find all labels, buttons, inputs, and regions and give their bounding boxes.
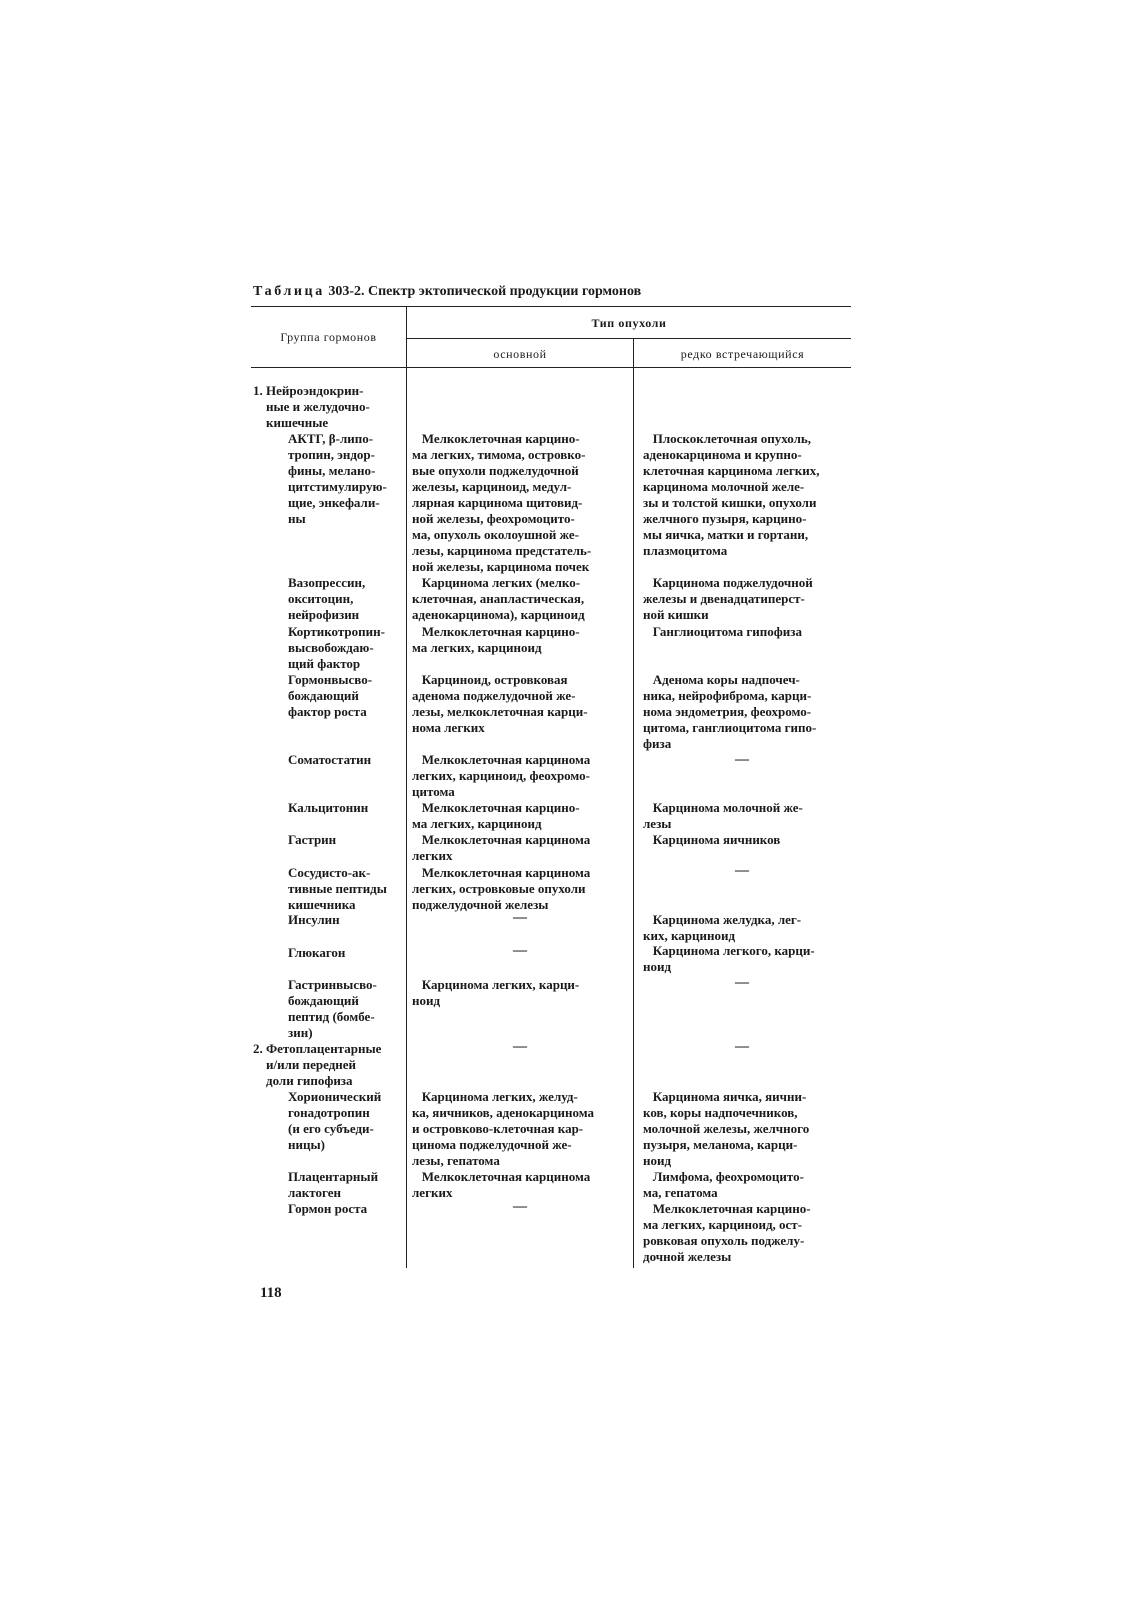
row-gh-rare: Мелкоклеточная карцино- ма легких, карциноид, ост- ровковая опухоль поджелу- дочной железы <box>643 1201 811 1264</box>
row-vaso-rare: Карцинома поджелудочной железы и двенадцатиперст- ной кишки <box>643 575 813 622</box>
row-hcg-rare: Карцинома яичка, яични- ков, коры надпочечников, молочной железы, желчного пузыря, меланома, карци- ноид <box>643 1089 810 1168</box>
group-1-title: 1. Нейроэндокрин- ные и желудочно- кишечные <box>253 383 370 430</box>
row-vip-rare: — <box>735 863 749 878</box>
page-number: 118 <box>260 1285 282 1301</box>
row-soma-rare: — <box>735 752 749 767</box>
group-2-main: — <box>513 1039 527 1054</box>
table-title-prefix: Таблица <box>253 284 325 299</box>
row-hcg-main: Карцинома легких, желуд- ка, яичников, аденокарцинома и островково-клеточная кар- цинома поджелудочной же- лезы, гепатома <box>412 1089 594 1168</box>
row-vaso-name: Вазопрессин, окситоцин, нейрофизин <box>288 575 366 622</box>
row-ins-main: — <box>513 910 527 925</box>
row-gastr-main: Мелкоклеточная карцинома легких <box>412 832 591 863</box>
header-subrule <box>407 338 851 339</box>
row-grf-name: Гормонвысво- бождающий фактор роста <box>288 672 373 719</box>
row-gastr-name: Гастрин <box>288 832 337 847</box>
row-actg-rare: Плоскоклеточная опухоль, аденокарцинома и крупно- клеточная карцинома легких, карцинома молочной желе- зы и толстой кишки, опухоли желчного пузыря, карцино- мы яичка, матки и гортани, плазмоцитома <box>643 431 820 558</box>
group-2-title: 2. Фетоплацентарные и/или передней доли гипофиза <box>253 1041 382 1088</box>
row-grf-main: Карциноид, островковая аденома поджелудочной же- лезы, мелкоклеточная карци- нома легких <box>412 672 588 735</box>
row-gh-main: — <box>513 1199 527 1214</box>
row-actg-main: Мелкоклеточная карцино- ма легких, тимома, островко- вые опухоли поджелудочной железы, карциноид, медул- лярная карцинома щитовид- ной железы, феохромоцито- ма, опухоль околоушной же- лезы, карцинома предстатель- ной железы, карцинома почек <box>412 431 592 574</box>
row-vip-main: Мелкоклеточная карцинома легких, островковые опухоли поджелудочной железы <box>412 865 591 912</box>
column-divider-1 <box>406 306 407 1268</box>
table-title-text: 303-2. Спектр эктопической продукции гормонов <box>328 284 642 299</box>
row-calc-name: Кальцитонин <box>288 800 369 815</box>
header-tumor-type: Тип опухоли <box>591 316 667 330</box>
row-glu-name: Глюкагон <box>288 945 346 960</box>
row-grp-rare: — <box>735 975 749 990</box>
row-grf-rare: Аденома коры надпочеч- ника, нейрофиброма, карци- нома эндометрия, феохромо- цитома, ганглиоцитома гипо- физа <box>643 672 817 751</box>
header-main: основной <box>493 347 547 361</box>
row-soma-name: Соматостатин <box>288 752 372 767</box>
row-vaso-main: Карцинома легких (мелко- клеточная, анапластическая, аденокарцинома), карциноид <box>412 575 585 622</box>
row-grp-main: Карцинома легких, карци- ноид <box>412 977 580 1008</box>
row-actg-name: АКТГ, β-липо- тропин, эндор- фины, мелано- цитстимулирую- щие, энкефали- ны <box>288 431 387 526</box>
row-vip-name: Сосудисто-ак- тивные пептиды кишечника <box>288 865 387 912</box>
row-calc-rare: Карцинома молочной же- лезы <box>643 800 803 831</box>
row-glu-rare: Карцинома легкого, карци- ноид <box>643 943 815 974</box>
column-divider-2 <box>633 338 634 1268</box>
row-cort-main: Мелкоклеточная карцино- ма легких, карциноид <box>412 624 580 655</box>
row-calc-main: Мелкоклеточная карцино- ма легких, карциноид <box>412 800 580 831</box>
header-rare: редко встречающийся <box>680 347 805 361</box>
group-2-rare: — <box>735 1039 749 1054</box>
row-grp-name: Гастринвысво- бождающий пептид (бомбе- зин) <box>288 977 377 1040</box>
row-ins-rare: Карцинома желудка, лег- ких, карциноид <box>643 912 802 943</box>
row-glu-main: — <box>513 943 527 958</box>
table-title <box>253 284 641 300</box>
row-gh-name: Гормон роста <box>288 1201 368 1216</box>
row-cort-name: Кортикотропин- высвобождаю- щий фактор <box>288 624 385 671</box>
row-plac-name: Плацентарный лактоген <box>288 1169 379 1200</box>
row-cort-rare: Ганглиоцитома гипофиза <box>643 624 802 639</box>
row-gastr-rare: Карцинома яичников <box>643 832 781 847</box>
header-group: Группа гормонов <box>280 330 377 344</box>
row-hcg-name: Хорионический гонадотропин (и его субъеди- ницы) <box>288 1089 382 1152</box>
row-ins-name: Инсулин <box>288 912 340 927</box>
row-plac-rare: Лимфома, феохромоцито- ма, гепатома <box>643 1169 804 1200</box>
header-bottom-rule <box>251 367 851 368</box>
row-soma-main: Мелкоклеточная карцинома легких, карциноид, феохромо- цитома <box>412 752 591 799</box>
row-plac-main: Мелкоклеточная карцинома легких <box>412 1169 591 1200</box>
table-top-rule <box>251 306 851 307</box>
